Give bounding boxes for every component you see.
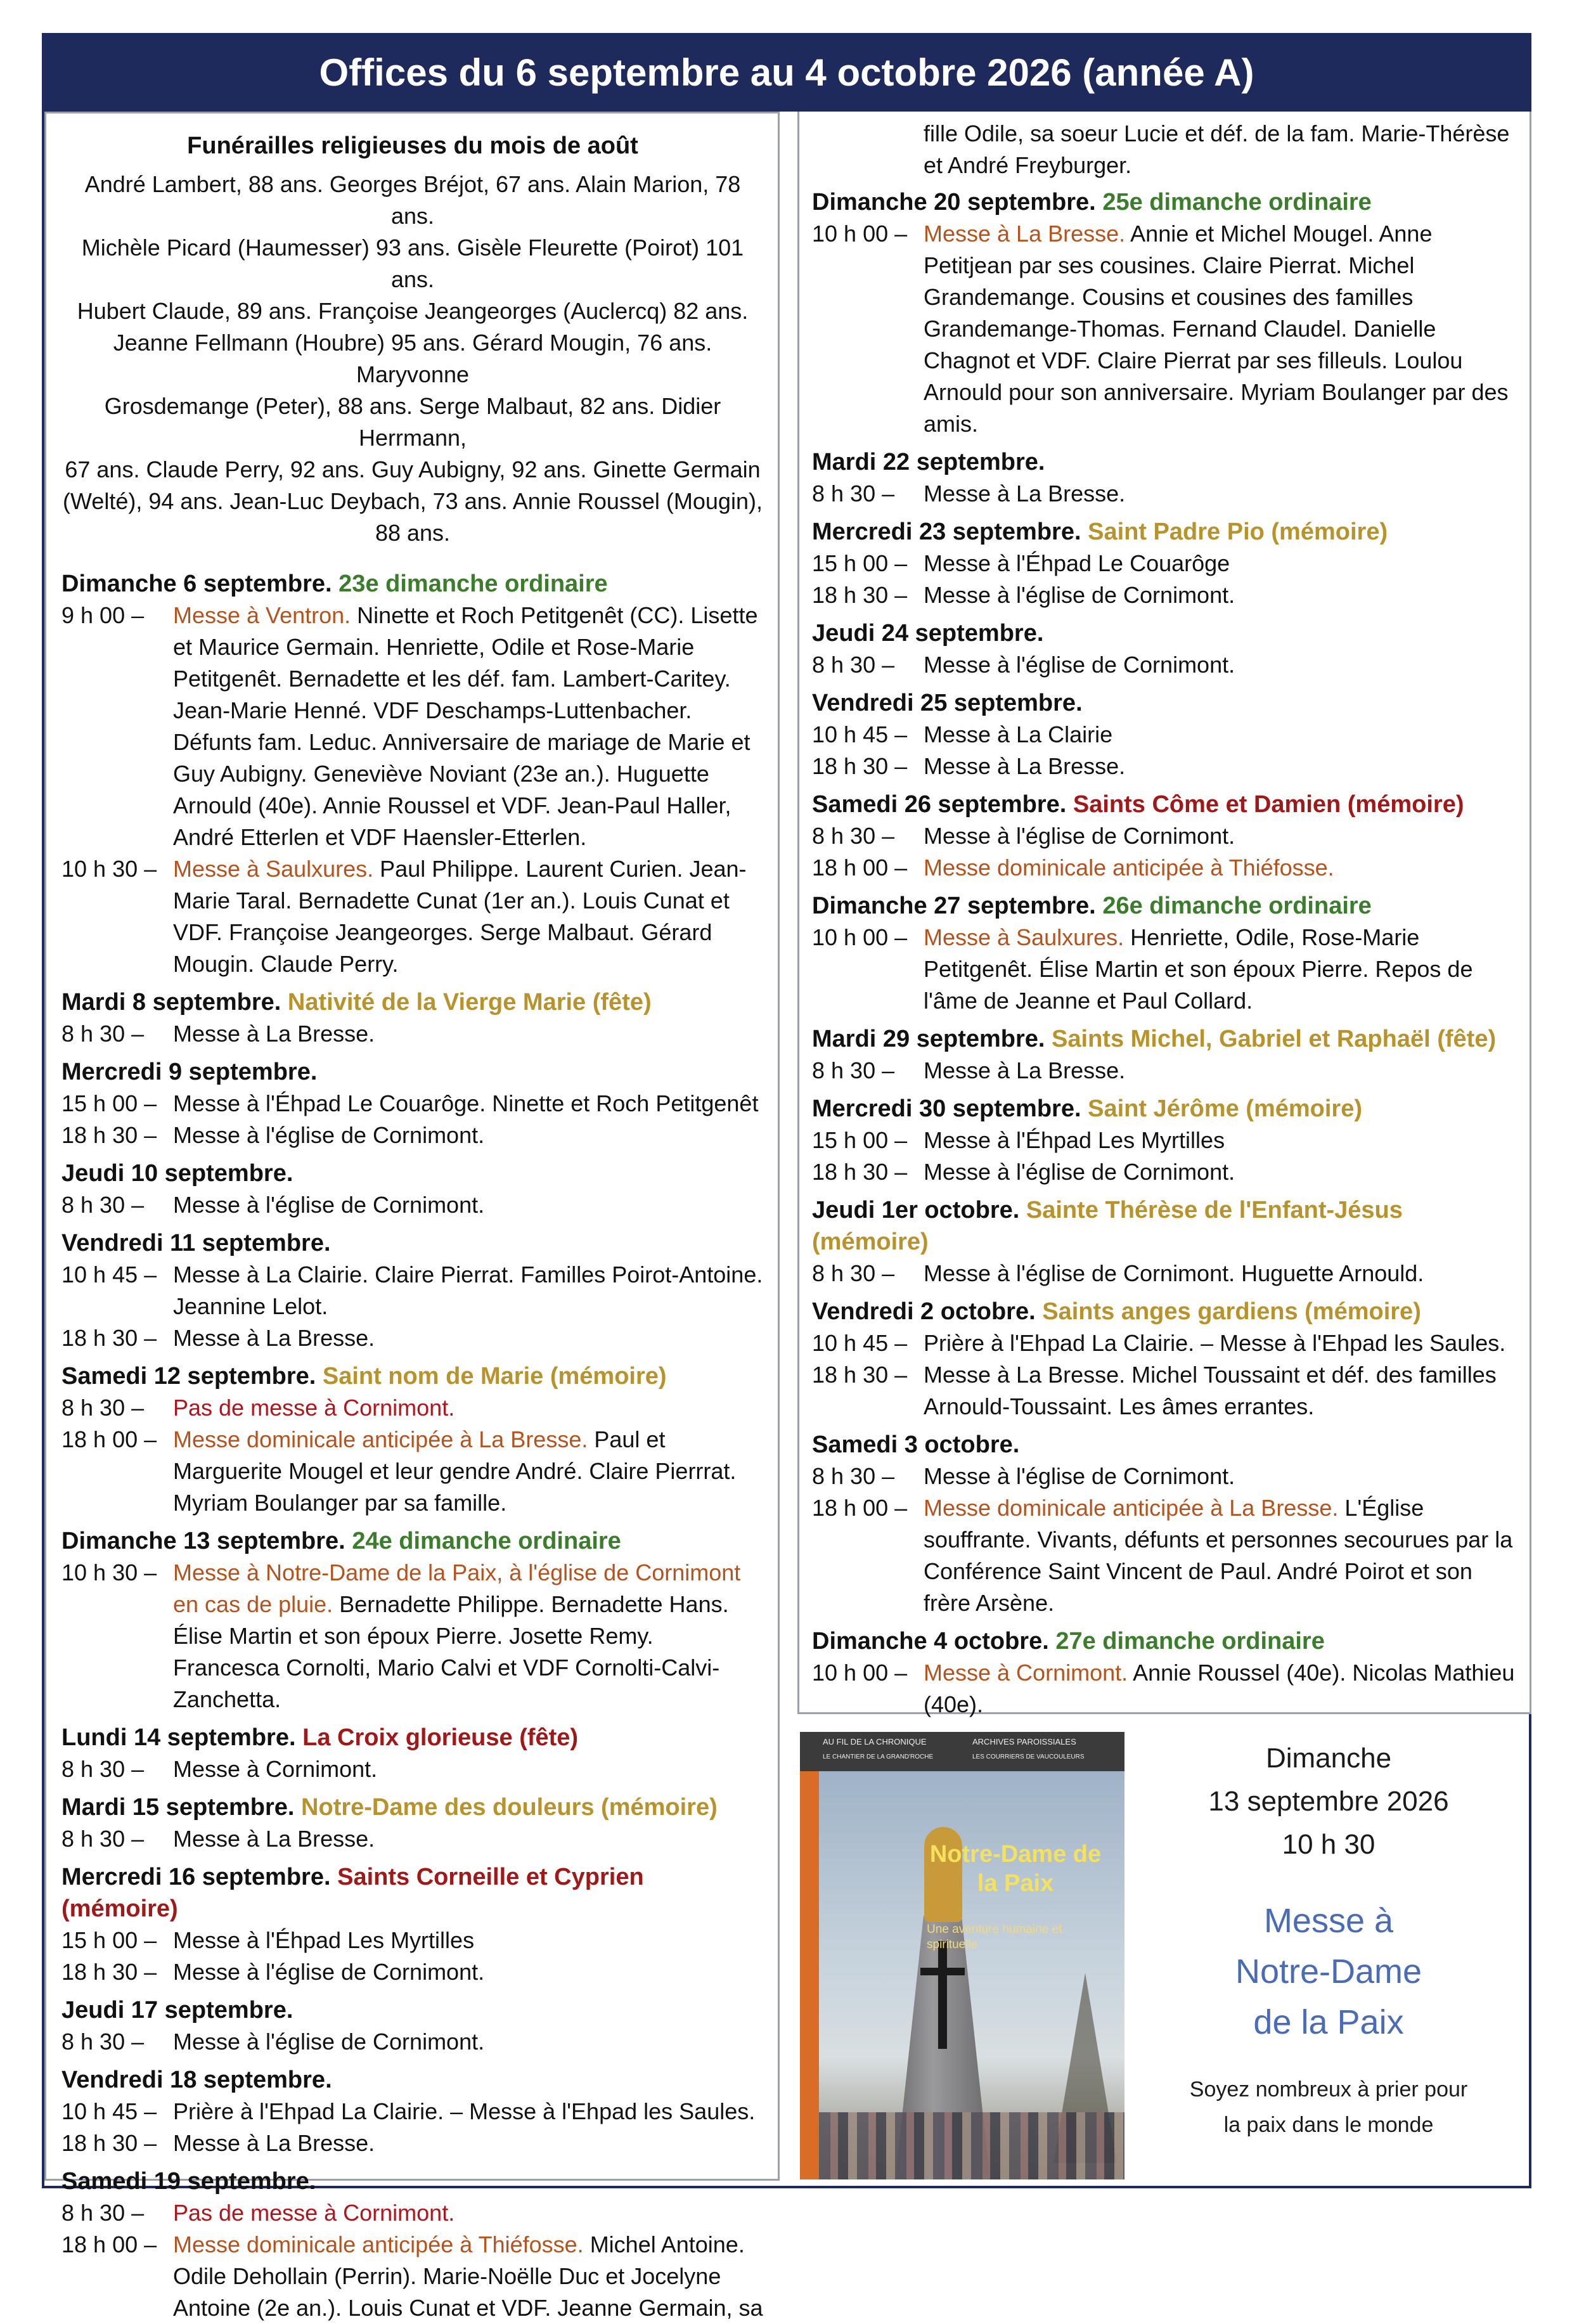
mass-intentions: Messe à l'Éhpad Les Myrtilles	[924, 1127, 1225, 1153]
service-time: 15 h 00 –	[61, 1927, 157, 1953]
mass-location: Messe dominicale anticipée à La Bresse.	[173, 1426, 588, 1452]
service-row	[61, 853, 764, 980]
service-row	[812, 1156, 1517, 1188]
day-heading	[61, 1056, 764, 1088]
service-row	[61, 1823, 764, 1855]
liturgical-feast: Saints Michel, Gabriel et Raphaël (fête)	[1052, 1026, 1497, 1052]
highlight-time: 10 h 30	[1282, 1829, 1376, 1860]
day-date: Mercredi 9 septembre.	[61, 1059, 318, 1085]
service-row	[61, 2197, 764, 2229]
day-date: Mardi 8 septembre.	[61, 989, 281, 1016]
service-time: 10 h 45 –	[61, 2098, 157, 2124]
mass-intentions: Michel Antoine. Odile Dehollain (Perrin). Marie-Noëlle Duc et Jocelyne Antoine (2e an.). Louis Cunat et VDF. Jeanne Germain, sa	[173, 2231, 763, 2321]
service-description	[173, 1189, 764, 1221]
no-mass-notice: Pas de messe à Cornimont.	[173, 2200, 455, 2226]
funerals-line: Jeanne Fellmann (Houbre) 95 ans. Gérard Mougin, 76 ans. Maryvonne	[113, 330, 712, 387]
page-title: Offices du 6 septembre au 4 octobre 2026 (année A)	[42, 33, 1531, 112]
day-date: Dimanche 4 octobre.	[812, 1628, 1049, 1655]
day-heading	[61, 1791, 764, 1823]
service-row	[812, 1055, 1517, 1087]
service-row	[812, 922, 1517, 1017]
service-time: 18 h 00 –	[61, 1426, 157, 1452]
service-time: 8 h 30 –	[812, 1057, 895, 1083]
mass-intentions: L'Église souffrante. Vivants, défunts et personnes secourues par la Conférence Saint Vincent de Paul. André Poirot et son frère Arsène.	[924, 1495, 1513, 1616]
service-description	[173, 1956, 764, 1988]
day-date: Mercredi 23 septembre.	[812, 519, 1081, 545]
service-row	[61, 1956, 764, 1988]
service-row	[61, 600, 764, 853]
service-time: 8 h 30 –	[61, 1021, 145, 1047]
service-row	[61, 1322, 764, 1354]
service-row	[812, 1327, 1517, 1359]
book-cover-label: AU FIL DE LA CHRONIQUE	[823, 1737, 927, 1746]
mass-intentions: Annie Roussel (40e). Nicolas Mathieu (40e).	[924, 1660, 1515, 1717]
day-heading	[812, 1093, 1517, 1125]
service-row	[812, 1657, 1517, 1720]
service-time: 18 h 00 –	[61, 2231, 157, 2257]
funerals-line: Michèle Picard (Haumesser) 93 ans. Gisèle Fleurette (Poirot) 101 ans.	[81, 235, 744, 292]
funerals-line: Hubert Claude, 89 ans. Françoise Jeangeorges (Auclercq) 82 ans.	[77, 298, 749, 324]
day-date: Samedi 12 septembre.	[61, 1363, 316, 1390]
service-description	[924, 548, 1517, 579]
day-heading	[61, 1525, 764, 1557]
service-description	[924, 1125, 1517, 1156]
liturgical-feast: Saint Jérôme (mémoire)	[1088, 1095, 1363, 1122]
funerals-line: Grosdemange (Peter), 88 ans. Serge Malbaut, 82 ans. Didier Herrmann,	[104, 393, 721, 451]
service-time: 18 h 30 –	[61, 1959, 157, 1985]
service-description	[924, 478, 1517, 510]
service-description	[924, 579, 1517, 611]
service-description	[173, 1392, 764, 1424]
schedule-day	[812, 789, 1517, 884]
day-heading	[61, 986, 764, 1018]
service-description	[924, 1327, 1517, 1359]
funerals-line: (Welté), 94 ans. Jean-Luc Deybach, 73 ans. Annie Roussel (Mougin),	[63, 488, 763, 514]
service-description	[173, 1925, 764, 1956]
day-heading	[61, 568, 764, 600]
service-row	[61, 1018, 764, 1050]
mass-intentions: Messe à l'église de Cornimont.	[173, 1959, 485, 1985]
service-time: 8 h 30 –	[812, 1260, 895, 1286]
service-row	[61, 1088, 764, 1120]
service-row	[812, 1359, 1517, 1423]
schedule-left	[61, 568, 764, 2324]
day-date: Jeudi 24 septembre.	[812, 620, 1044, 647]
schedule-day	[61, 986, 764, 1050]
service-row	[812, 1461, 1517, 1492]
mass-intentions: Bernadette Philippe. Bernadette Hans. Élise Martin et son époux Pierre. Josette Remy. Francesca Cornolti, Mario Calvi et VDF Cornolti-Calvi-Zanchetta.	[173, 1591, 729, 1712]
highlight-mass	[1145, 1895, 1512, 2048]
day-heading	[812, 687, 1517, 719]
service-time: 18 h 00 –	[812, 1495, 908, 1521]
mass-intentions: Annie et Michel Mougel. Anne Petitjean par ses cousines. Claire Pierrat. Michel Grandemange. Cousins et cousines des familles Grandemange-Thomas. Fernand Claudel. Danielle Chagnot et VDF. Claire Pierrat par ses filleuls. Loulou Arnould pour son anniversaire. Myriam Boulanger par des amis.	[924, 221, 1509, 437]
schedule-day	[812, 687, 1517, 782]
highlight-mass-line: Messe à	[1263, 1902, 1394, 1940]
schedule-day	[61, 1158, 764, 1221]
service-row	[812, 579, 1517, 611]
service-row	[812, 1258, 1517, 1289]
service-time: 8 h 30 –	[812, 652, 895, 678]
day-date: Lundi 14 septembre.	[61, 1724, 296, 1751]
service-row	[61, 2229, 764, 2324]
service-description	[173, 2096, 764, 2127]
schedule-day	[61, 1861, 764, 1988]
mass-intentions: Messe à l'église de Cornimont.	[924, 582, 1235, 608]
service-time: 10 h 45 –	[812, 721, 908, 747]
schedule-day	[812, 1023, 1517, 1087]
service-time: 10 h 30 –	[61, 856, 157, 882]
day-date: Samedi 3 octobre.	[812, 1431, 1020, 1458]
service-description	[924, 1156, 1517, 1188]
service-description	[924, 649, 1517, 681]
book-cover-label: ARCHIVES PAROISSIALES	[972, 1737, 1076, 1746]
mass-intentions: Prière à l'Ehpad La Clairie. – Messe à l'Ehpad les Saules.	[173, 2098, 756, 2124]
day-heading	[812, 617, 1517, 649]
mass-intentions: Ninette et Roch Petitgenêt (CC). Lisette et Maurice Germain. Henriette, Odile et Rose-Marie Petitgenêt. Bernadette et les déf. fam. Lambert-Caritey. Jean-Marie Henné. VDF Deschamps-Luttenbacher. Défunts fam. Leduc. Anniversaire de mariage de Marie et Guy Aubigny. Geneviève Noviant (23e an.). Huguette Arnould (40e). Annie Roussel et VDF. Jean-Paul Haller, André Etterlen et VDF Haensler-Etterlen.	[173, 602, 758, 850]
schedule-day	[61, 1227, 764, 1354]
liturgical-feast: Sainte Thérèse de l'Enfant-Jésus (mémoire)	[812, 1197, 1403, 1255]
liturgical-feast: 26e dimanche ordinaire	[1102, 893, 1372, 919]
service-row	[61, 1392, 764, 1424]
service-description	[924, 1258, 1517, 1289]
service-time: 8 h 30 –	[61, 2200, 145, 2226]
day-heading	[61, 2064, 764, 2096]
mass-intentions: Messe à La Bresse.	[924, 753, 1126, 779]
mass-intentions: Messe à l'église de Cornimont.	[173, 2029, 485, 2055]
mass-intentions: Messe à l'église de Cornimont. Huguette Arnould.	[924, 1260, 1424, 1286]
book-cover-subtitle: Une aventure humaine et spirituelle	[927, 1923, 1062, 1951]
mass-intentions: Messe à l'église de Cornimont.	[173, 1192, 485, 1218]
mass-intentions: Messe à La Bresse.	[173, 1325, 375, 1351]
day-date: Mardi 29 septembre.	[812, 1026, 1045, 1052]
mass-intentions: Paul et Marguerite Mougel et leur gendre André. Claire Pierrrat. Myriam Boulanger par sa famille.	[173, 1426, 737, 1516]
service-description	[924, 1657, 1517, 1720]
no-mass-notice: Pas de messe à Cornimont.	[173, 1395, 455, 1421]
mass-location: Messe à Ventron.	[173, 602, 351, 628]
service-row	[812, 548, 1517, 579]
liturgical-feast: Saint Padre Pio (mémoire)	[1088, 519, 1388, 545]
schedule-day	[61, 2166, 764, 2324]
service-description	[924, 922, 1517, 1017]
mass-intentions: Prière à l'Ehpad La Clairie. – Messe à l'Ehpad les Saules.	[924, 1330, 1506, 1356]
day-heading	[812, 1194, 1517, 1258]
service-description	[924, 1461, 1517, 1492]
highlight-day: Dimanche	[1265, 1743, 1392, 1774]
service-description	[924, 820, 1517, 852]
service-time: 18 h 30 –	[812, 1159, 908, 1185]
schedule-day	[812, 1194, 1517, 1289]
schedule-day	[812, 1296, 1517, 1423]
mass-intentions: Messe à l'Éhpad Le Couarôge	[924, 550, 1230, 576]
service-description	[924, 1055, 1517, 1087]
mass-intentions: Messe à La Bresse.	[173, 1826, 375, 1852]
day-date: Vendredi 11 septembre.	[61, 1230, 331, 1256]
liturgical-feast: Notre-Dame des douleurs (mémoire)	[301, 1794, 718, 1821]
service-row	[812, 218, 1517, 440]
service-description	[924, 852, 1517, 884]
highlight-mass-line: de la Paix	[1253, 2003, 1404, 2041]
day-date: Mercredi 16 septembre.	[61, 1864, 331, 1890]
service-description	[173, 600, 764, 853]
highlight-mass-line: Notre-Dame	[1235, 1953, 1422, 1991]
service-row	[812, 1492, 1517, 1619]
highlight-date	[1145, 1737, 1512, 1866]
service-description	[924, 719, 1517, 751]
service-time: 8 h 30 –	[61, 1395, 145, 1421]
day-heading	[61, 1722, 764, 1753]
service-time: 8 h 30 –	[61, 2029, 145, 2055]
service-description	[173, 1753, 764, 1785]
schedule-day	[812, 446, 1517, 510]
service-time: 18 h 30 –	[812, 1362, 908, 1388]
service-description	[173, 1120, 764, 1151]
service-time: 8 h 30 –	[61, 1826, 145, 1852]
mass-intentions: Messe à l'église de Cornimont.	[924, 1463, 1235, 1489]
liturgical-feast: 24e dimanche ordinaire	[352, 1528, 621, 1554]
day-date: Mercredi 30 septembre.	[812, 1095, 1081, 1122]
mass-intentions: Messe à La Clairie. Claire Pierrat. Familles Poirot-Antoine. Jeannine Lelot.	[173, 1262, 763, 1319]
service-time: 18 h 30 –	[61, 1325, 157, 1351]
service-time: 8 h 30 –	[812, 481, 895, 507]
service-description	[173, 1322, 764, 1354]
day-date: Mardi 22 septembre.	[812, 449, 1045, 475]
service-row	[61, 2127, 764, 2159]
day-heading	[812, 1625, 1517, 1657]
schedule-day	[61, 568, 764, 980]
crowd-shape	[819, 2112, 1124, 2179]
service-row	[812, 719, 1517, 751]
mass-location: Messe à Saulxures.	[173, 856, 374, 882]
schedule-day	[812, 890, 1517, 1017]
day-heading	[812, 516, 1517, 548]
service-row	[812, 751, 1517, 782]
day-date: Vendredi 18 septembre.	[61, 2067, 332, 2093]
day-heading	[812, 186, 1517, 218]
service-row	[812, 649, 1517, 681]
day-heading	[61, 1994, 764, 2026]
book-cover-label: LES COURRIERS DE VAUCOULEURS	[972, 1753, 1085, 1760]
schedule-day	[812, 186, 1517, 440]
day-heading	[61, 1360, 764, 1392]
liturgical-feast: Nativité de la Vierge Marie (fête)	[287, 989, 652, 1016]
day-heading	[812, 1296, 1517, 1327]
schedule-day	[812, 617, 1517, 681]
service-time: 15 h 00 –	[812, 1127, 908, 1153]
service-description	[173, 1088, 764, 1120]
service-row	[812, 820, 1517, 852]
mass-location: Messe à Cornimont.	[924, 1660, 1128, 1686]
service-time: 18 h 30 –	[812, 582, 908, 608]
day-heading	[812, 1429, 1517, 1461]
book-cover-image	[800, 1732, 1124, 2179]
day-heading	[61, 1158, 764, 1189]
day-heading	[812, 446, 1517, 478]
service-row	[61, 1925, 764, 1956]
day-heading	[812, 1023, 1517, 1055]
day-heading	[812, 789, 1517, 820]
service-row	[61, 1259, 764, 1322]
mass-location: Messe dominicale anticipée à Thiéfosse.	[924, 855, 1334, 881]
mass-location: Messe dominicale anticipée à Thiéfosse.	[173, 2231, 584, 2257]
day-date: Dimanche 27 septembre.	[812, 893, 1096, 919]
liturgical-feast: 23e dimanche ordinaire	[338, 571, 608, 597]
service-row	[61, 1120, 764, 1151]
service-description	[173, 1424, 764, 1519]
service-time: 8 h 30 –	[812, 823, 895, 849]
service-description	[173, 1557, 764, 1715]
mass-intentions: Messe à l'église de Cornimont.	[924, 652, 1235, 678]
service-time: 10 h 30 –	[61, 1559, 157, 1585]
liturgical-feast: Saint nom de Marie (mémoire)	[322, 1363, 667, 1390]
mass-location: Messe dominicale anticipée à La Bresse.	[924, 1495, 1339, 1521]
schedule-day	[61, 1056, 764, 1151]
day-date: Dimanche 20 septembre.	[812, 189, 1096, 216]
mass-intentions: Messe à La Bresse.	[924, 481, 1126, 507]
invitation-line: la paix dans le monde	[1223, 2113, 1434, 2137]
service-time: 8 h 30 –	[61, 1192, 145, 1218]
day-date: Jeudi 10 septembre.	[61, 1160, 293, 1187]
service-row	[812, 1125, 1517, 1156]
service-description	[173, 2229, 764, 2324]
book-cover-topbar	[800, 1732, 1124, 1771]
service-time: 9 h 00 –	[61, 602, 145, 628]
day-heading	[812, 890, 1517, 922]
service-row	[61, 2026, 764, 2058]
liturgical-feast: 27e dimanche ordinaire	[1055, 1628, 1325, 1655]
service-row	[61, 2096, 764, 2127]
schedule-day	[61, 1722, 764, 1785]
service-description	[173, 1018, 764, 1050]
schedule-day	[61, 2064, 764, 2159]
service-row	[61, 1557, 764, 1715]
mass-location: Messe à Saulxures.	[924, 924, 1124, 950]
highlight-invitation	[1145, 2072, 1512, 2143]
service-time: 10 h 45 –	[812, 1330, 908, 1356]
mass-intentions: Messe à l'église de Cornimont.	[924, 823, 1235, 849]
day-date: Samedi 19 septembre.	[61, 2168, 316, 2195]
service-row	[812, 852, 1517, 884]
funerals-line: André Lambert, 88 ans. Georges Bréjot, 67 ans. Alain Marion, 78 ans.	[84, 171, 741, 229]
continued-text: fille Odile, sa soeur Lucie et déf. de la fam. Marie-Thérèse et André Freyburger.	[924, 120, 1510, 178]
schedule-right	[812, 186, 1517, 1720]
day-date: Vendredi 2 octobre.	[812, 1298, 1036, 1325]
schedule-day	[61, 1994, 764, 2058]
mass-intentions: Messe à l'Éhpad Le Couarôge. Ninette et Roch Petitgenêt	[173, 1090, 759, 1116]
day-date: Dimanche 13 septembre.	[61, 1528, 345, 1554]
service-description	[924, 751, 1517, 782]
service-time: 8 h 30 –	[812, 1463, 895, 1489]
book-cover-label: LE CHANTIER DE LA GRAND'ROCHE	[823, 1753, 934, 1760]
mass-intentions: Messe à La Bresse. Michel Toussaint et déf. des familles Arnould-Toussaint. Les âmes errantes.	[924, 1362, 1497, 1419]
mass-intentions: Paul Philippe. Laurent Curien. Jean-Marie Taral. Bernadette Cunat (1er an.). Louis Cunat et VDF. Françoise Jeangeorges. Serge Malbaut. Gérard Mougin. Claude Perry.	[173, 856, 747, 977]
day-date: Dimanche 6 septembre.	[61, 571, 332, 597]
schedule-day	[812, 1429, 1517, 1619]
mass-intentions: Messe à La Bresse.	[173, 1021, 375, 1047]
service-time: 10 h 45 –	[61, 1262, 157, 1288]
day-heading	[61, 1227, 764, 1259]
funerals-line: 67 ans. Claude Perry, 92 ans. Guy Aubigny, 92 ans. Ginette Germain	[65, 456, 761, 482]
invitation-line: Soyez nombreux à prier pour	[1189, 2077, 1468, 2101]
service-time: 15 h 00 –	[61, 1090, 157, 1116]
mass-intentions: Messe à La Clairie	[924, 721, 1113, 747]
cross-icon	[938, 1941, 947, 2049]
day-heading	[61, 2166, 764, 2197]
service-time: 18 h 30 –	[61, 1122, 157, 1148]
mass-intentions: Messe à Cornimont.	[173, 1756, 378, 1782]
service-time: 10 h 00 –	[812, 1660, 908, 1686]
mass-location: Messe à La Bresse.	[924, 221, 1126, 247]
liturgical-feast: 25e dimanche ordinaire	[1102, 189, 1372, 216]
funerals-line: 88 ans.	[375, 520, 451, 546]
service-description	[173, 2197, 764, 2229]
service-time: 10 h 00 –	[812, 924, 908, 950]
schedule-day	[812, 1093, 1517, 1188]
book-cover-title: Notre-Dame de la Paix	[929, 1841, 1102, 1897]
service-row	[812, 478, 1517, 510]
funerals-title: Funérailles religieuses du mois de août	[187, 132, 638, 159]
service-time: 10 h 00 –	[812, 221, 908, 247]
service-row	[61, 1189, 764, 1221]
service-time: 18 h 30 –	[812, 753, 908, 779]
mass-intentions: Messe à La Bresse.	[173, 2130, 375, 2156]
day-date: Mardi 15 septembre.	[61, 1794, 295, 1821]
mass-intentions: Messe à l'église de Cornimont.	[173, 1122, 485, 1148]
day-date: Samedi 26 septembre.	[812, 791, 1067, 818]
highlight-date-text: 13 septembre 2026	[1208, 1786, 1449, 1817]
mass-intentions: Messe à La Bresse.	[924, 1057, 1126, 1083]
service-time: 18 h 30 –	[61, 2130, 157, 2156]
service-description	[173, 2127, 764, 2159]
mass-intentions: Henriette, Odile, Rose-Marie Petitgenêt. Élise Martin et son époux Pierre. Repos de l'âme de Jeanne et Paul Collard.	[924, 924, 1473, 1014]
service-row	[61, 1753, 764, 1785]
mass-intentions: Messe à l'église de Cornimont.	[924, 1159, 1235, 1185]
mass-location: Messe à Notre-Dame de la Paix, à l'église de Cornimont en cas de pluie.	[173, 1559, 741, 1617]
funerals-list	[61, 169, 764, 549]
service-description	[924, 218, 1517, 440]
service-description	[173, 1823, 764, 1855]
liturgical-feast: Saints Côme et Damien (mémoire)	[1073, 791, 1464, 818]
book-cover-spine	[800, 1771, 819, 2179]
mass-intentions: Messe à l'Éhpad Les Myrtilles	[173, 1927, 475, 1953]
schedule-day	[61, 1360, 764, 1519]
day-date: Vendredi 25 septembre.	[812, 690, 1083, 716]
cross-icon	[920, 1968, 965, 1975]
service-description	[924, 1492, 1517, 1619]
liturgical-feast: Saints Corneille et Cyprien (mémoire)	[61, 1864, 644, 1922]
left-column	[44, 112, 780, 2321]
service-description	[924, 1359, 1517, 1423]
day-heading	[61, 1861, 764, 1925]
schedule-day	[812, 1625, 1517, 1720]
service-time: 8 h 30 –	[61, 1756, 145, 1782]
service-time: 15 h 00 –	[812, 550, 908, 576]
service-row	[61, 1424, 764, 1519]
schedule-day	[812, 516, 1517, 611]
liturgical-feast: La Croix glorieuse (fête)	[302, 1724, 579, 1751]
liturgical-feast: Saints anges gardiens (mémoire)	[1042, 1298, 1421, 1325]
right-column	[797, 112, 1531, 1717]
schedule-day	[61, 1525, 764, 1715]
service-description	[173, 1259, 764, 1322]
day-date: Jeudi 1er octobre.	[812, 1197, 1020, 1223]
schedule-day	[61, 1791, 764, 1855]
service-time: 18 h 00 –	[812, 855, 908, 881]
service-description	[173, 853, 764, 980]
day-date: Jeudi 17 septembre.	[61, 1997, 293, 2024]
service-description	[173, 2026, 764, 2058]
